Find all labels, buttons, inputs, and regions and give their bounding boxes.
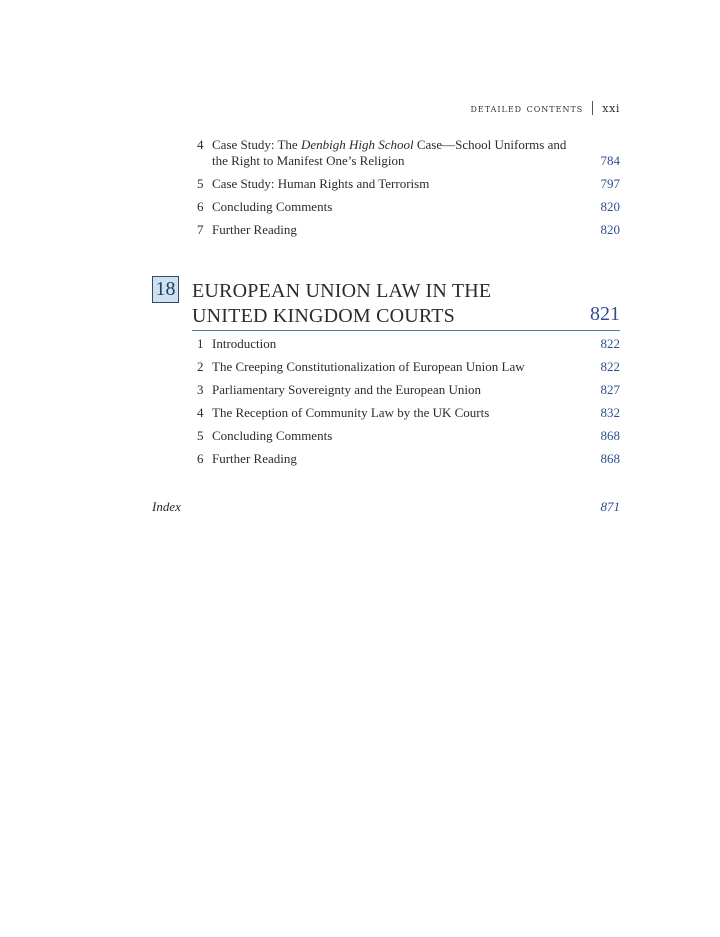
toc-entry-page: 832 [600, 405, 620, 420]
toc-entry-title: Concluding Comments [212, 199, 333, 214]
case-name: Denbigh High School [300, 137, 414, 152]
index-label: Index [152, 499, 181, 514]
toc-entry-page: 784 [600, 153, 620, 168]
toc-entry [197, 405, 620, 421]
toc-entry-title: Case Study: The Denbigh High School Case—School Uniforms and the Right to Manifest One’s Religion [212, 137, 567, 168]
toc-entry-number: 1 [197, 336, 204, 351]
toc-entry [197, 137, 620, 169]
toc-entry-number: 6 [197, 199, 204, 214]
toc-entry-page: 827 [600, 382, 620, 397]
chapter-title [192, 279, 612, 329]
toc-entry-number: 4 [197, 405, 204, 420]
toc-entry-number: 7 [197, 222, 204, 237]
toc-entry [197, 336, 620, 352]
toc-entry-title: Further Reading [212, 222, 297, 237]
toc-entry [197, 359, 620, 375]
toc-entry-page: 820 [600, 199, 620, 214]
toc-entry-title: Concluding Comments [212, 428, 333, 443]
toc-entry [197, 199, 620, 215]
toc-entry [197, 222, 620, 238]
toc-entry-number: 3 [197, 382, 204, 397]
toc-entry-number: 4 [197, 137, 204, 152]
toc-entry [197, 382, 620, 398]
toc-entry-page: 820 [600, 222, 620, 237]
toc-entry-title: Introduction [212, 336, 277, 351]
toc-entry-number: 5 [197, 176, 204, 191]
toc-entry-title: Case Study: Human Rights and Terrorism [212, 176, 430, 191]
running-head-separator [592, 101, 593, 115]
toc-entry-page: 868 [600, 451, 620, 466]
toc-entry [197, 176, 620, 192]
running-head [470, 101, 620, 115]
toc-entry-title: The Reception of Community Law by the UK Courts [212, 405, 490, 420]
toc-entry-title: Parliamentary Sovereignty and the European Union [212, 382, 481, 397]
toc-entry-page: 822 [600, 359, 620, 374]
chapter-title-line1: EUROPEAN UNION LAW IN THE [192, 280, 492, 302]
toc-entry-title: Further Reading [212, 451, 297, 466]
toc-entry [197, 428, 620, 444]
chapter-title-line2: UNITED KINGDOM COURTS [192, 305, 455, 327]
chapter-number-box: 18 [152, 276, 179, 303]
toc-entry-title: The Creeping Constitutionalization of European Union Law [212, 359, 525, 374]
toc-entry-page: 822 [600, 336, 620, 351]
toc-entry-page: 868 [600, 428, 620, 443]
toc-entry-page: 797 [600, 176, 620, 191]
toc-entry-number: 5 [197, 428, 204, 443]
running-head-page-number: xxi [602, 101, 620, 115]
chapter-rule-divider [192, 330, 620, 331]
toc-entry-number: 6 [197, 451, 204, 466]
index-page-number: 871 [600, 499, 620, 514]
toc-entry [197, 451, 620, 467]
chapter-page-number: 821 [590, 303, 620, 325]
running-head-title: detailed contents [470, 101, 584, 115]
toc-entry-number: 2 [197, 359, 204, 374]
